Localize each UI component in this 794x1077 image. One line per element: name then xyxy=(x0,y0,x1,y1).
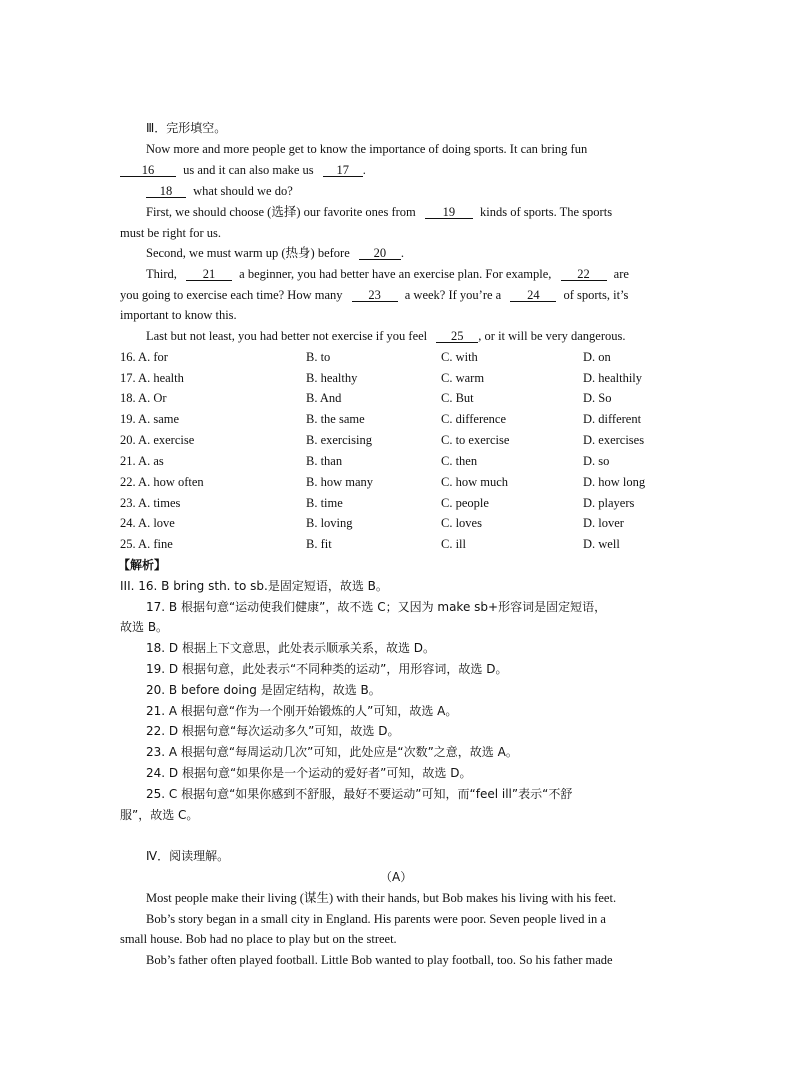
option-22b[interactable]: B. how many xyxy=(306,475,374,489)
option-25a[interactable]: 25. A. fine xyxy=(120,537,173,551)
blank-18[interactable]: 18 xyxy=(146,185,186,198)
passage-line-1: Now more and more people get to know the importance of doing sports. It can bring fun xyxy=(146,142,588,156)
blank-25[interactable]: 25 xyxy=(436,330,478,343)
option-19a[interactable]: 19. A. same xyxy=(120,412,180,426)
passage-line-6: Second, we must warm up (热身) before 20 . xyxy=(146,246,405,260)
option-17d[interactable]: D. healthily xyxy=(583,371,643,385)
reading-line-4: Bob’s father often played football. Little Bob wanted to play football, too. So his father made xyxy=(146,953,613,967)
option-23c[interactable]: C. people xyxy=(441,496,489,510)
option-20c[interactable]: C. to exercise xyxy=(441,433,510,447)
option-22a[interactable]: 22. A. how often xyxy=(120,475,204,489)
option-17a[interactable]: 17. A. health xyxy=(120,371,184,385)
analysis-line-18: 18. D 根据上下文意思，此处表示顺承关系，故选 D。 xyxy=(146,641,436,655)
analysis-line-24: 24. D 根据句意“如果你是一个运动的爱好者”可知，故选 D。 xyxy=(146,766,472,780)
option-23d[interactable]: D. players xyxy=(583,496,635,510)
option-22d[interactable]: D. how long xyxy=(583,475,646,489)
option-21d[interactable]: D. so xyxy=(583,454,610,468)
analysis-line-21: 21. A 根据句意“作为一个刚开始锻炼的人”可知，故选 A。 xyxy=(146,704,458,718)
option-20d[interactable]: D. exercises xyxy=(583,433,645,447)
option-21c[interactable]: C. then xyxy=(441,454,478,468)
analysis-heading: 【解析】 xyxy=(118,558,167,572)
analysis-line-17-cont: 故选 B。 xyxy=(120,620,169,634)
blank-16[interactable]: 16 xyxy=(120,164,176,177)
option-25b[interactable]: B. fit xyxy=(306,537,332,551)
option-19d[interactable]: D. different xyxy=(583,412,642,426)
passage-line-10: Last but not least, you had better not exercise if you feel 25 , or it will be very dangerous. xyxy=(146,329,626,343)
option-24c[interactable]: C. loves xyxy=(441,516,482,530)
option-24d[interactable]: D. lover xyxy=(583,516,624,530)
option-24b[interactable]: B. loving xyxy=(306,516,353,530)
passage-line-7: Third, 21 a beginner, you had better have an exercise plan. For example, 22 are xyxy=(146,267,629,281)
option-21b[interactable]: B. than xyxy=(306,454,343,468)
option-19c[interactable]: C. difference xyxy=(441,412,507,426)
option-24a[interactable]: 24. A. love xyxy=(120,516,175,530)
reading-line-2: Bob’s story began in a small city in England. His parents were poor. Seven people lived in a xyxy=(146,912,606,926)
option-19b[interactable]: B. the same xyxy=(306,412,365,426)
option-16a[interactable]: 16. A. for xyxy=(120,350,168,364)
passage-line-8: you going to exercise each time? How many 23 a week? If you’re a 24 of sports, it’s xyxy=(120,288,629,302)
blank-19[interactable]: 19 xyxy=(425,206,473,219)
option-21a[interactable]: 21. A. as xyxy=(120,454,164,468)
reading-line-1: Most people make their living (谋生) with their hands, but Bob makes his living with his feet. xyxy=(146,891,617,905)
passage-line-5: must be right for us. xyxy=(120,226,222,240)
reading-line-3: small house. Bob had no place to play but on the street. xyxy=(120,932,397,946)
option-18a[interactable]: 18. A. Or xyxy=(120,391,167,405)
passage-line-2: 16 us and it can also make us 17 . xyxy=(120,163,366,177)
analysis-line-23: 23. A 根据句意“每周运动几次”可知，此处应是“次数”之意，故选 A。 xyxy=(146,745,518,759)
option-18d[interactable]: D. So xyxy=(583,391,612,405)
passage-line-9: important to know this. xyxy=(120,308,237,322)
blank-17[interactable]: 17 xyxy=(323,164,363,177)
option-17c[interactable]: C. warm xyxy=(441,371,485,385)
analysis-line-17: 17. B 根据句意“运动使我们健康”，故不选 C；又因为 make sb+形容词是固定短语， xyxy=(146,600,607,614)
option-18b[interactable]: B. And xyxy=(306,391,342,405)
analysis-line-25: 25. C 根据句意“如果你感到不舒服，最好不要运动”可知，而“feel ill”表示“不舒 xyxy=(146,787,573,801)
blank-21[interactable]: 21 xyxy=(186,268,232,281)
option-16c[interactable]: C. with xyxy=(441,350,478,364)
blank-23[interactable]: 23 xyxy=(352,289,398,302)
analysis-line-25-cont: 服”，故选 C。 xyxy=(120,808,199,822)
option-16b[interactable]: B. to xyxy=(306,350,331,364)
blank-24[interactable]: 24 xyxy=(510,289,556,302)
analysis-line-16: III. 16. B bring sth. to sb.是固定短语，故选 B。 xyxy=(120,579,388,593)
option-22c[interactable]: C. how much xyxy=(441,475,509,489)
passage-line-4: First, we should choose (选择) our favorite ones from 19 kinds of sports. The sports xyxy=(146,205,613,219)
option-18c[interactable]: C. But xyxy=(441,391,474,405)
blank-22[interactable]: 22 xyxy=(561,268,607,281)
option-17b[interactable]: B. healthy xyxy=(306,371,358,385)
option-23b[interactable]: B. time xyxy=(306,496,343,510)
option-20b[interactable]: B. exercising xyxy=(306,433,372,447)
passage-line-3: 18 what should we do? xyxy=(146,184,293,198)
section-4-heading: Ⅳ．阅读理解。 xyxy=(146,849,230,863)
analysis-line-22: 22. D 根据句意“每次运动多久”可知，故选 D。 xyxy=(146,724,400,738)
option-25d[interactable]: D. well xyxy=(583,537,620,551)
option-25c[interactable]: C. ill xyxy=(441,537,467,551)
analysis-line-19: 19. D 根据句意，此处表示“不同种类的运动”，用形容词，故选 D。 xyxy=(146,662,508,676)
analysis-line-20: 20. B before doing 是固定结构，故选 B。 xyxy=(146,683,381,697)
section-3-heading: Ⅲ．完形填空。 xyxy=(146,121,227,135)
option-16d[interactable]: D. on xyxy=(583,350,611,364)
option-23a[interactable]: 23. A. times xyxy=(120,496,181,510)
blank-20[interactable]: 20 xyxy=(359,247,401,260)
passage-a-label: （A） xyxy=(380,870,413,884)
option-20a[interactable]: 20. A. exercise xyxy=(120,433,195,447)
